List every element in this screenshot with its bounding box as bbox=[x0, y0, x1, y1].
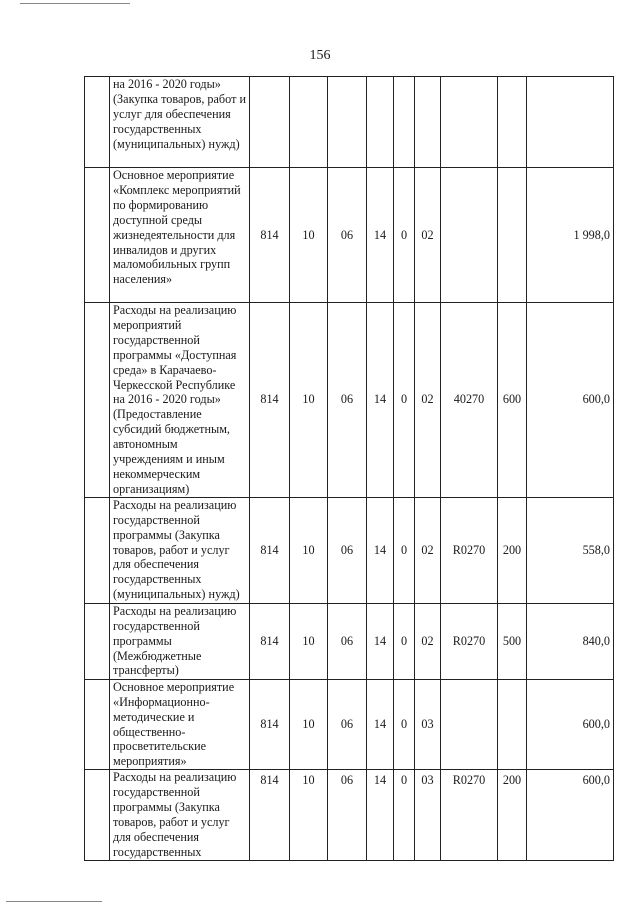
napravlenie-cell: R0270 bbox=[441, 770, 498, 860]
glava-cell: 814 bbox=[250, 168, 290, 303]
glava-cell: 814 bbox=[250, 770, 290, 860]
program-cell: 14 bbox=[367, 603, 394, 679]
description-cell: Основное мероприятие «Комплекс мероприятий по формированию доступной среды жизнедеятельности для инвалидов и других маломобильных групп населения» bbox=[110, 168, 250, 303]
vid-rashodov-cell: 500 bbox=[498, 603, 527, 679]
osn-merop-cell: 03 bbox=[415, 679, 441, 769]
program-cell: 14 bbox=[367, 168, 394, 303]
vid-rashodov-cell bbox=[498, 168, 527, 303]
table-row bbox=[85, 303, 614, 498]
napravlenie-cell: R0270 bbox=[441, 603, 498, 679]
subprogram-cell: 0 bbox=[394, 679, 415, 769]
description-cell: на 2016 - 2020 годы» (Закупка товаров, работ и услуг для обеспечения государственных (муниципальных) нужд) bbox=[110, 77, 250, 168]
row-number-cell bbox=[85, 679, 110, 769]
sum-cell bbox=[527, 77, 614, 168]
table-row bbox=[85, 770, 614, 860]
glava-cell: 814 bbox=[250, 679, 290, 769]
napravlenie-cell: 40270 bbox=[441, 303, 498, 498]
podrazdel-cell: 06 bbox=[328, 303, 367, 498]
table-row bbox=[85, 603, 614, 679]
sum-cell: 1 998,0 bbox=[527, 168, 614, 303]
osn-merop-cell: 02 bbox=[415, 603, 441, 679]
razdel-cell: 10 bbox=[290, 497, 328, 603]
vid-rashodov-cell: 200 bbox=[498, 770, 527, 860]
subprogram-cell: 0 bbox=[394, 168, 415, 303]
vid-rashodov-cell bbox=[498, 77, 527, 168]
row-number-cell bbox=[85, 168, 110, 303]
scan-artifact-bottom bbox=[6, 901, 102, 902]
table-row bbox=[85, 679, 614, 769]
row-number-cell bbox=[85, 770, 110, 860]
razdel-cell bbox=[290, 77, 328, 168]
sum-cell: 600,0 bbox=[527, 770, 614, 860]
podrazdel-cell: 06 bbox=[328, 770, 367, 860]
podrazdel-cell: 06 bbox=[328, 679, 367, 769]
glava-cell: 814 bbox=[250, 603, 290, 679]
sum-cell: 600,0 bbox=[527, 303, 614, 498]
napravlenie-cell bbox=[441, 168, 498, 303]
subprogram-cell: 0 bbox=[394, 303, 415, 498]
napravlenie-cell: R0270 bbox=[441, 497, 498, 603]
description-cell: Расходы на реализацию государственной программы (Межбюджетные трансферты) bbox=[110, 603, 250, 679]
razdel-cell: 10 bbox=[290, 303, 328, 498]
row-number-cell bbox=[85, 497, 110, 603]
sum-cell: 600,0 bbox=[527, 679, 614, 769]
osn-merop-cell bbox=[415, 77, 441, 168]
subprogram-cell: 0 bbox=[394, 497, 415, 603]
vid-rashodov-cell: 600 bbox=[498, 303, 527, 498]
description-cell: Расходы на реализацию мероприятий государственной программы «Доступная среда» в Карачаево-Черкесской Республике на 2016 - 2020 годы» (Предоставление субсидий бюджетным, автономным учреждениям и иным некоммерческим организациям) bbox=[110, 303, 250, 498]
osn-merop-cell: 02 bbox=[415, 168, 441, 303]
page-number: 156 bbox=[309, 48, 331, 63]
subprogram-cell bbox=[394, 77, 415, 168]
scan-artifact-top bbox=[20, 3, 130, 4]
subprogram-cell: 0 bbox=[394, 603, 415, 679]
razdel-cell: 10 bbox=[290, 770, 328, 860]
row-number-cell bbox=[85, 77, 110, 168]
podrazdel-cell: 06 bbox=[328, 603, 367, 679]
program-cell: 14 bbox=[367, 497, 394, 603]
vid-rashodov-cell: 200 bbox=[498, 497, 527, 603]
razdel-cell: 10 bbox=[290, 679, 328, 769]
description-cell: Расходы на реализацию государственной программы (Закупка товаров, работ и услуг для обеспечения государственных (муниципальных) нужд) bbox=[110, 497, 250, 603]
osn-merop-cell: 03 bbox=[415, 770, 441, 860]
osn-merop-cell: 02 bbox=[415, 497, 441, 603]
budget-table bbox=[84, 76, 614, 861]
podrazdel-cell: 06 bbox=[328, 168, 367, 303]
program-cell: 14 bbox=[367, 770, 394, 860]
table-row bbox=[85, 497, 614, 603]
table-row bbox=[85, 77, 614, 168]
row-number-cell bbox=[85, 603, 110, 679]
osn-merop-cell: 02 bbox=[415, 303, 441, 498]
glava-cell bbox=[250, 77, 290, 168]
glava-cell: 814 bbox=[250, 303, 290, 498]
row-number-cell bbox=[85, 303, 110, 498]
subprogram-cell: 0 bbox=[394, 770, 415, 860]
napravlenie-cell bbox=[441, 77, 498, 168]
sum-cell: 840,0 bbox=[527, 603, 614, 679]
table-row bbox=[85, 168, 614, 303]
napravlenie-cell bbox=[441, 679, 498, 769]
razdel-cell: 10 bbox=[290, 168, 328, 303]
glava-cell: 814 bbox=[250, 497, 290, 603]
description-cell: Расходы на реализацию государственной программы (Закупка товаров, работ и услуг для обеспечения государственных bbox=[110, 770, 250, 860]
sum-cell: 558,0 bbox=[527, 497, 614, 603]
razdel-cell: 10 bbox=[290, 603, 328, 679]
program-cell: 14 bbox=[367, 303, 394, 498]
vid-rashodov-cell bbox=[498, 679, 527, 769]
program-cell bbox=[367, 77, 394, 168]
podrazdel-cell: 06 bbox=[328, 497, 367, 603]
podrazdel-cell bbox=[328, 77, 367, 168]
description-cell: Основное мероприятие «Информационно-методические и общественно-просветительские мероприятия» bbox=[110, 679, 250, 769]
program-cell: 14 bbox=[367, 679, 394, 769]
